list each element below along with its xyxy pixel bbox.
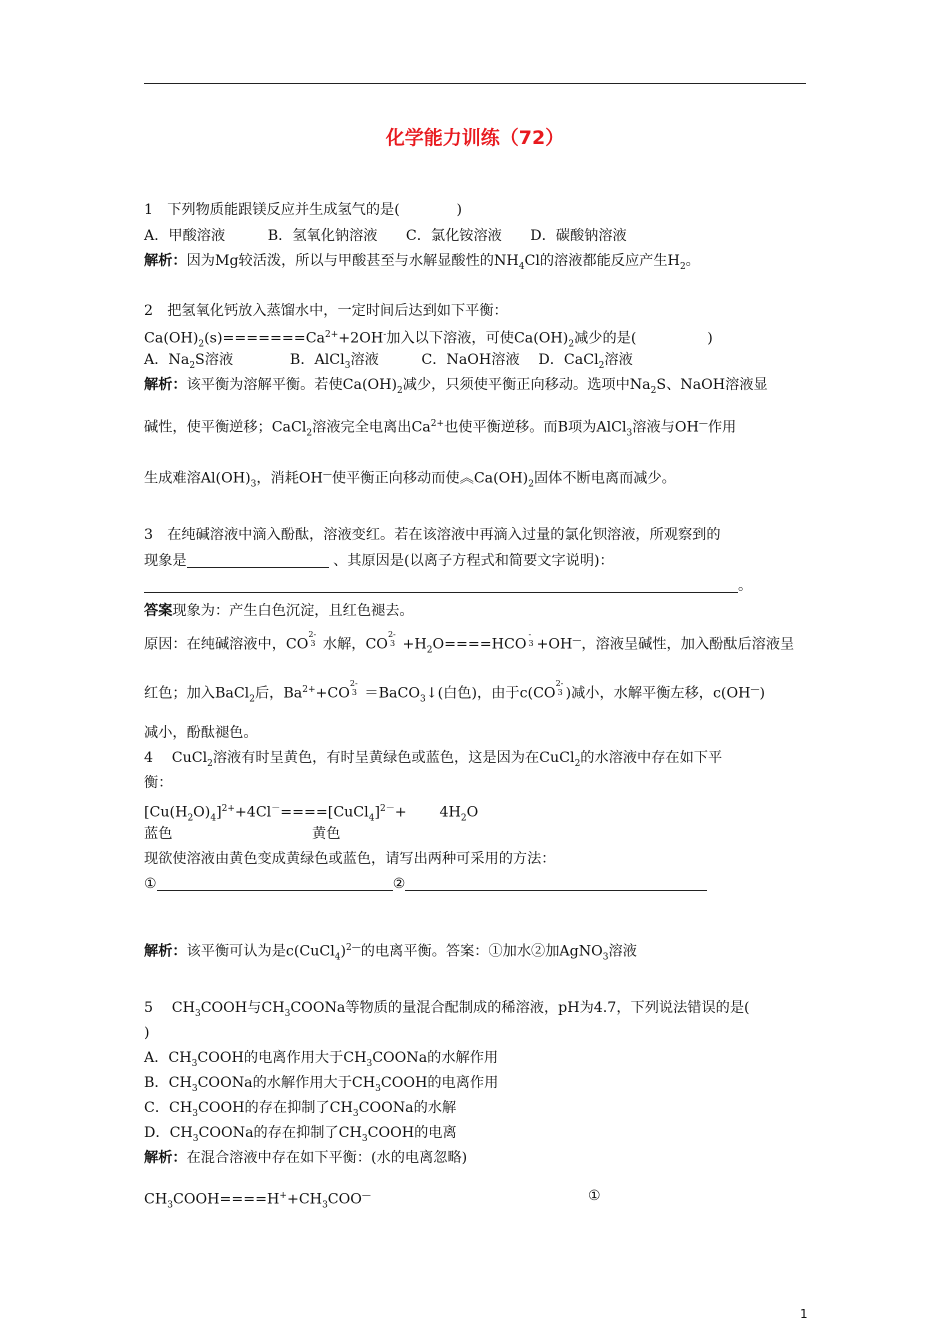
q4-equation: $[Cu(H_2O)_4]^{2+}+4Cl^-====[CuCl_4]^{2-}+$ $4H_2O$ [144,804,479,824]
q2-options: A．$Na_2S$溶液 B．AlCl$_3$溶液 C．NaOH溶液 D．CaCl$_2$溶液 [144,352,633,371]
q5-option-d: D．$CH_3COONa$的存在抑制了$CH_3COOH$的电离 [144,1125,457,1144]
q4-stem-line2: 衡： [144,775,173,791]
q3-stem-line2: 现象是 、其原因是(以离子方程式和简要文字说明)： [144,553,614,569]
answer-label: 答案 [144,603,173,619]
answer-blank[interactable] [157,875,393,891]
q5-equation: $CH_3COOH====H^++CH_3COO^—$ [144,1191,371,1211]
q5-option-b: B．$CH_3COONa$的水解作用大于$CH_3COOH$的电离作用 [144,1075,499,1094]
q2-analysis-line2: 碱性，使平衡逆移；CaCl$_2$溶液完全电离出$Ca^{2+}$也使平衡逆移。而B项为AlCl$_3$溶液与OH—作用 [144,419,737,439]
answer-blank[interactable] [144,577,738,593]
answer-blank[interactable] [187,552,329,568]
q2-equation: $Ca(OH)_2(s)=======Ca^{2+}+2OH^-$加入以下溶液，可使$Ca(OH)_2$减少的是( ) [144,330,713,350]
q5-stem-line2: ) [144,1025,150,1041]
q4-method-blanks: ① ② [144,874,707,894]
q3-answer: 答案现象为：产生白色沉淀，且红色褪去。 [144,603,414,619]
analysis-label: 解析： [144,377,187,393]
q5-analysis: 解析：在混合溶液中存在如下平衡：(水的电离忽略) [144,1150,468,1166]
q5-option-c: C．$CH_3COOH$的存在抑制了$CH_3COONa$的水解 [144,1100,457,1119]
q1-options: A．甲酸溶液 B．氢氧化钠溶液 C．氯化铵溶液 D．碳酸钠溶液 [144,228,627,244]
q4-analysis: 解析：该平衡可认为是c(CuCl$_4$)$^{2—}$的电离平衡。答案：①加水②加AgNO$_3$溶液 [144,943,637,963]
q2-analysis-line3: 生成难溶$Al(OH)_3$，消耗OH—使平衡正向移动而使$︽Ca(OH)_2$固体不断电离而减少。 [144,470,676,490]
page-number: 1 [800,1307,808,1321]
q4-color-yellow: 黄色 [312,826,341,842]
carbonate-charge: 2- 3 [308,629,317,648]
q5-equation-number: ① [588,1188,601,1204]
q5-stem-line1: 5 $CH_3COOH$与$CH_3COONa$等物质的量混合配制成的稀溶液，pH为4.7，下列说法错误的是( [144,1000,750,1019]
answer-blank[interactable] [405,875,707,891]
q3-reason-line3: 减小，酚酞褪色。 [144,725,258,741]
q1-stem: 1 下列物质能跟镁反应并生成氢气的是( ) [144,202,463,218]
analysis-label: 解析： [144,253,187,269]
analysis-label: 解析： [144,1150,187,1166]
q4-stem-line1: 4 CuCl$_2$溶液有时呈黄色，有时呈黄绿色或蓝色，这是因为在CuCl$_2$的水溶液中存在如下平 [144,750,723,769]
q1-analysis: 解析：因为Mg较活泼，所以与甲酸甚至与水解显酸性的$NH_4Cl$的溶液都能反应产生$H_2$。 [144,253,700,272]
q3-reason-line1: 原因：在纯碱溶液中，CO 2- 3 水解，CO 2- 3 $+H_2O====HCO$ - 3 +OH—，溶液呈碱性，加入酚酞后溶液呈 [144,629,795,656]
q2-analysis-line1: 解析：该平衡为溶解平衡。若使$Ca(OH)_2$减少，只须使平衡正向移动。选项中$Na_2S$、NaOH溶液显 [144,377,768,396]
q2-stem: 2 把氢氧化钙放入蒸馏水中，一定时间后达到如下平衡： [144,303,508,319]
q4-ask: 现欲使溶液由黄色变成黄绿色或蓝色，请写出两种可采用的方法： [144,851,556,867]
header-rule [144,83,806,84]
analysis-label: 解析： [144,943,187,960]
q3-reason-line2: 红色；加入BaCl$_2$后，$Ba^{2+}+CO$ 2- 3 ＝BaCO$_3$↓(白色)，由于c(CO 2- 3 )减小，水解平衡左移，c(OH—) [144,678,766,705]
q5-option-a: A．$CH_3COOH$的电离作用大于$CH_3COONa$的水解作用 [144,1050,499,1069]
q3-blank-line: 。 [144,576,752,596]
q4-color-blue: 蓝色 [144,826,173,842]
page-title: 化学能力训练（72） [385,127,565,149]
q3-stem-line1: 3 在纯碱溶液中滴入酚酞，溶液变红。若在该溶液中再滴入过量的氯化钡溶液，所观察到的 [144,527,721,543]
